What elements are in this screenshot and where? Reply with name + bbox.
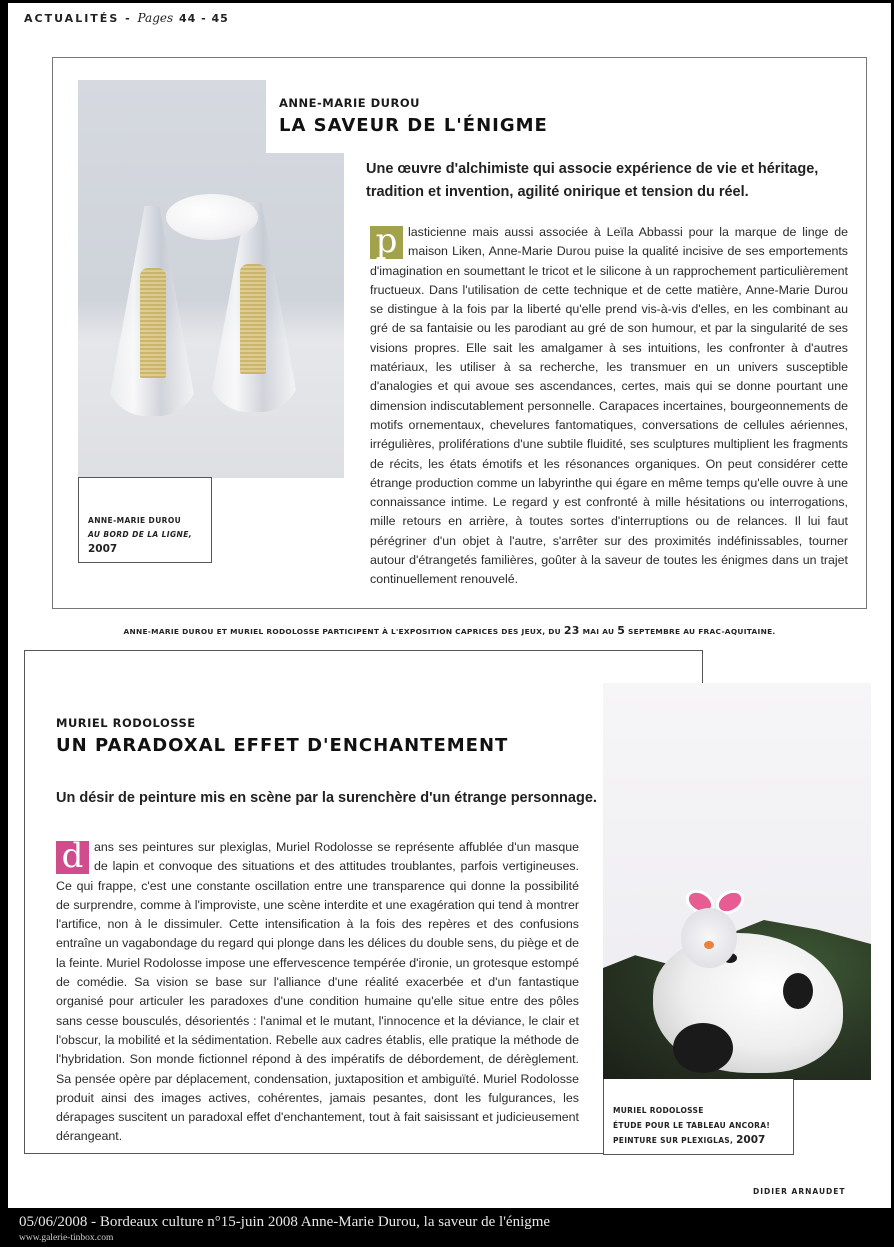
magazine-page [8,3,891,1208]
caption-year: 2007 [88,543,118,555]
knit-form-right [240,264,266,374]
footer-url[interactable]: www.galerie-tinbox.com [19,1233,114,1243]
article1-image-caption [78,477,212,563]
article1-headline: LA SAVEUR DE L'ÉNIGME [279,115,548,136]
dropcap: d [56,841,89,874]
silicone-cloud [166,194,258,240]
section-label: ACTUALITÉS [24,12,120,25]
article1-lede: Une œuvre d'alchimiste qui associe expérience de vie et héritage, tradition et invention, agilité onirique et tension du réel. [366,161,819,200]
article2-headline: UN PARADOXAL EFFET D'ENCHANTEMENT [56,735,509,756]
caption-title: AU BORD DE LA LIGNE, [88,530,193,539]
dropcap: p [370,226,403,259]
rabbit-mask [681,908,737,968]
exhibition-note: ANNE-MARIE DUROU ET MURIEL RODOLOSSE PARTICIPENT À L'EXPOSITION CAPRICES DES JEUX, DU 23 MAI AU 5 SEPTEMBRE AU FRAC-AQUITAINE. [123,624,776,637]
pages-label: Pages [137,11,174,25]
article2-body-text: ans ses peintures sur plexiglas, Muriel Rodolosse se représente affublée d'un masque de lapin et convoque des situations et des attitudes troublantes, parfois vertigineuses. Ce qui frappe, c'est une constante oscillation entre une transparence qui donne la possibilité de surprendre, comme à l'improviste, une scène interdite et une exagération qui tend à montrer l'artifice, non à le dissimuler. Cette intensification à la fois des repères et des confusions entraîne un vagabondage du regard qui plonge dans les délices du double sens, du piège et de la feinte. Muriel Rodolosse impose une effervescence tempérée d'ironie, un grotesque estompé de comédie. Sa vision se base sur l'alliance d'une réalité exacerbée et d'un fantastique organisé pour articuler les paradoxes d'une condition humaine qu'elle situe entre des pôles sans cesse bousculés, désorientés : l'animal et le mutant, l'innocence et la déviance, le clair et l'obscur, la mobilité et la sédimentation. Rebelle aux cadres établis, elle pratique la méthode de l'hybridation. Son monde fictionnel répond à des impératifs de débordement, de dérèglement. Sa pensée opère par déplacement, condensation, juxtaposition et ambiguïté. Muriel Rodolosse produit ainsi des images actives, cohérentes, jamais pesantes, dont les fulgurances, les dérapages suscitent un paradoxal effet d'enchantement, tout à fait saisissant et judicieusement dérangeant. [56,840,579,1144]
caption-medium: PEINTURE SUR PLEXIGLAS, [613,1136,734,1145]
article2-kicker: MURIEL RODOLOSSE [56,716,196,730]
article2-painting [603,683,871,1080]
article1-title-block [279,96,548,136]
caption-artist: ANNE-MARIE DUROU [88,516,182,525]
footer-bar [0,1208,894,1247]
article2-image-caption [603,1079,794,1155]
rabbit-nose [704,941,714,949]
knit-form-left [140,268,166,378]
article1-body [370,223,848,590]
article2-lede: Un désir de peinture mis en scène par la surenchère d'un étrange personnage. [56,790,597,806]
footer-title: 05/06/2008 - Bordeaux culture n°15-juin 2008 Anne-Marie Durou, la saveur de l'énigme [19,1214,551,1230]
article2-title-block [56,716,508,756]
article1-photo [78,80,344,478]
article1-body-text: lasticienne mais aussi associée à Leïla Abbassi pour la marque de linge de maison Liken, Anne-Marie Durou puise la qualité incisive de ses emportements d'imagination en soumettant le tricot et le silicone à un rapprochement particulièrement fructueux. Dans l'utilisation de cette technique et de cette matière, Anne-Marie Durou se distingue à la fois par la liberté qu'elle prend vis-à-vis d'elles, en les combinant au gré de sa fantaisie ou les parodiant au gré de son humour, et par la singularité de ses visions propres. Elle sait les amalgamer à ses intuitions, les confronter à d'autres matériaux, les utiliser à sa recherche, les transmuer en un univers susceptible d'analogies et qui avoue ses ascendances, certes, mais qui se donne pourtant une dimension indiscutablement personnelle. Carapaces incertaines, bourgeonnements de motifs ornementaux, chevelures fantomatiques, conversations de cellules aériennes, irrégulières, proliférations d'une subtile fluidité, ses sculptures multiplient les fragments de récits, les états émotifs et les résonances organiques. On peut considérer cette étrange production comme un labyrinthe qui égare en même temps qu'elle ouvre à une connaissance intime. Le regard y est confronté à mille hésitations ou interrogations, mille retours en arrière, à toutes sortes d'interruptions ou de relances. Il lui faut pérégriner d'un objet à l'autre, s'arrêter sur des proximités indéfinissables, tourner autour d'étrangetés familières, goûter à la saveur de toutes les énigmes dans un trajet continuellement renouvelé. [370,225,848,587]
caption-artist: MURIEL RODOLOSSE [613,1106,704,1115]
page-numbers: 44 - 45 [179,12,229,25]
caption-title: ÉTUDE POUR LE TABLEAU ANCORA! [613,1121,771,1130]
caption-year: 2007 [736,1134,766,1146]
article1-kicker: ANNE-MARIE DUROU [279,96,420,110]
page-header: ACTUALITÉS - Pages 44 - 45 [24,11,229,25]
byline: DIDIER ARNAUDET [753,1187,846,1196]
article2-body [56,838,579,1147]
